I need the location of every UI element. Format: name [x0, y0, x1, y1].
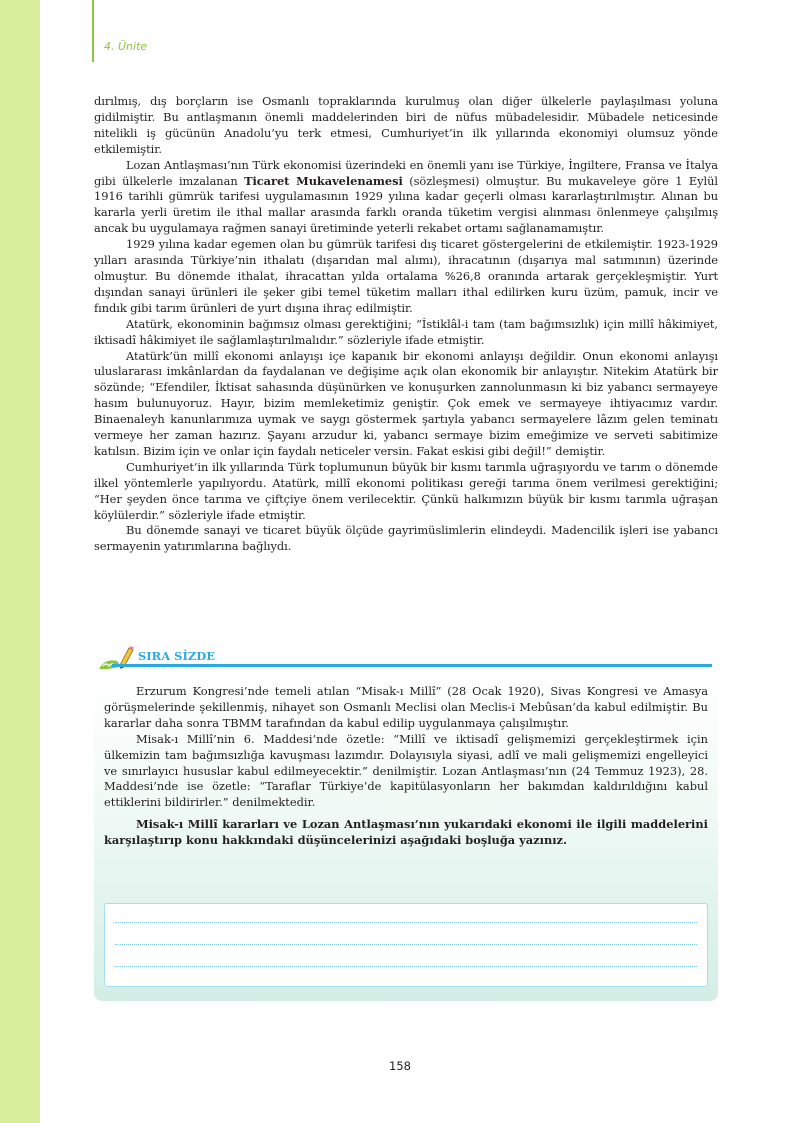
paragraph-7: Bu dönemde sanayi ve ticaret büyük ölçüde gayrimüslimlerin elindeydi. Madencilik işleri ise yabancı sermayenin yatırımlarına bağlıydı.: [94, 523, 718, 554]
sira-sizde-rule: [112, 664, 712, 667]
sira-sizde-title: SIRA SİZDE: [138, 649, 215, 663]
left-color-band: [0, 0, 40, 1123]
ticaret-mukavelenamesi-term: Ticaret Mukavelenamesi: [244, 173, 403, 188]
answer-line: [115, 944, 697, 945]
unit-label: 4. Ünite: [104, 40, 148, 53]
paragraph-1: dırılmış, dış borçların ise Osmanlı topraklarında kurulmuş olan diğer ülkelerle paylaşılması yoluna gidilmiştir. Bu antlaşmanın önemli maddelerinden biri de nüfus mübadelesidir. Mübadele neticesinde nitelikli iş gücünün Anadolu’yu terk etmesi, Cumhuriyet’in ilk yıllarında ekonomiyi olumsuz yönde etkilemiştir.: [94, 94, 718, 156]
paragraph-6: Cumhuriyet’in ilk yıllarında Türk toplumunun büyük bir kısmı tarımla uğraşıyordu ve tarım o dönemde ilkel yöntemlerle yapılıyordu. Atatürk, millî ekonomi politikası gereği tarıma önem verilmesi gerektiğini; “Her şeyden önce tarıma ve çiftçiye önem verilecektir. Çünkü halkımızın büyük bir kısmı tarımla uğraşan köylülerdir.” sözleriyle ifade etmiştir.: [94, 459, 718, 522]
answer-box[interactable]: [104, 903, 708, 987]
page-number: 158: [389, 1059, 411, 1073]
paragraph-3: 1929 yılına kadar egemen olan bu gümrük tarifesi dış ticaret göstergelerini de etkilemiştir. 1923-1929 yılları arasında Türkiye’nin ithalatı (dışarıdan mal alımı), ihracatının (dışarıya mal satımının) üzerinde olmuştur. Bu dönemde ithalat, ihracattan yılda ortalama %26,8 oranında artarak gerçekleşmiştir. Yurt dışından sanayi ürünleri ile şeker gibi temel tüketim malları ithal edilirken kuru üzüm, pamuk, incir ve fındık gibi tarım ürünleri de yurt dışına ihraç edilmiştir.: [94, 237, 718, 315]
answer-line: [115, 922, 697, 923]
paragraph-4: Atatürk, ekonominin bağımsız olması gerektiğini; “İstiklâl-i tam (tam bağımsızlık) için millî hâkimiyet, iktisadî hâkimiyet ile sağlamlaştırılmalıdır.” sözleriyle ifade etmiştir.: [94, 316, 718, 347]
paragraph-5: Atatürk’ün millî ekonomi anlayışı içe kapanık bir ekonomi anlayışı değildir. Onun ekonomi anlayışı uluslararası imkânlardan da faydalanan ve değişime açık olan ekonomik bir anlayıştır. Nitekim Atatürk bir sözünde; “Efendiler, İktisat sahasında düşünürken ve konuşurken zannolunmasın ki biz yabancı sermayeye hasım bulunuyoruz. Hayır, bizim memleketimiz geniştir. Çok emek ve sermayeye ihtiyacımız vardır. Binaenaleyh kanunlarımıza uymak ve saygı göstermek şartıyla yabancı sermayelere lâzım gelen teminatı vermeye her zaman hazırız. Şayanı arzudur ki, yabancı sermaye bizim emeğimize ve serveti sabitimize katılsın. Bizim için ve onlar için faydalı neticeler versin. Fakat eskisi gibi değil!” demiştir.: [94, 348, 718, 458]
sira-paragraph-2: Misak-ı Millî’nin 6. Maddesi’nde özetle: “Millî ve iktisadî gelişmemizi gerçekleştirmek için ülkemizin tam bağımsızlığa kavuşması lazımdır. Dolayısıyla siyasi, adlî ve mali gelişmemizi engelleyici ve sınırlayıcı hususlar kabul edilmeyecektir.” denilmiştir. Lozan Antlaşması’nın (24 Temmuz 1923), 28. Maddesi’nde ise özetle: “Taraflar Türkiye’de kapitülasyonların her bakımdan kaldırıldığını kabul ettiklerini bildirirler.” denilmektedir.: [104, 731, 708, 810]
answer-line: [115, 966, 697, 967]
sira-paragraph-1: Erzurum Kongresi’nde temeli atılan “Misak-ı Millî” (28 Ocak 1920), Sivas Kongresi ve Amasya görüşmelerinde şekillenmiş, nihayet son Osmanlı Meclisi olan Meclis-i Mebûsan’da kabul edilmiştir. Bu kararlar daha sonra TBMM tarafından da kabul edilip uygulanmaya çalışılmıştır.: [104, 684, 708, 730]
sira-sizde-text: [104, 684, 708, 849]
sira-question: Misak-ı Millî kararları ve Lozan Antlaşması’nın yukarıdaki ekonomi ile ilgili maddelerini karşılaştırıp konu hakkındaki düşüncelerinizi aşağıdaki boşluğa yazınız.: [104, 817, 708, 848]
sira-sizde-header: [96, 645, 712, 671]
header-rule: [92, 0, 94, 62]
pencil-icon: [96, 645, 138, 671]
main-text: [94, 94, 718, 555]
paragraph-2: Lozan Antlaşması’nın Türk ekonomisi üzerindeki en önemli yanı ise Türkiye, İngiltere, Fransa ve İtalya gibi ülkelerle imzalanan Ticaret Mukavelenamesi (sözleşmesi) olmuştur. Bu mukaveleye göre 1 Eylül 1916 tarihli gümrük tarifesi uygulamasının 1929 yılına kadar geçerli olması kararlaştırılmıştır. Alınan bu kararla yerli üretim ile ithal mallar arasında farklı oranda tüketim vergisi alınması önlenmeye çalışılmış ancak bu uygulamaya rağmen sanayi üretiminde yeterli rekabet ortamı sağlanamamıştır.: [94, 157, 718, 236]
